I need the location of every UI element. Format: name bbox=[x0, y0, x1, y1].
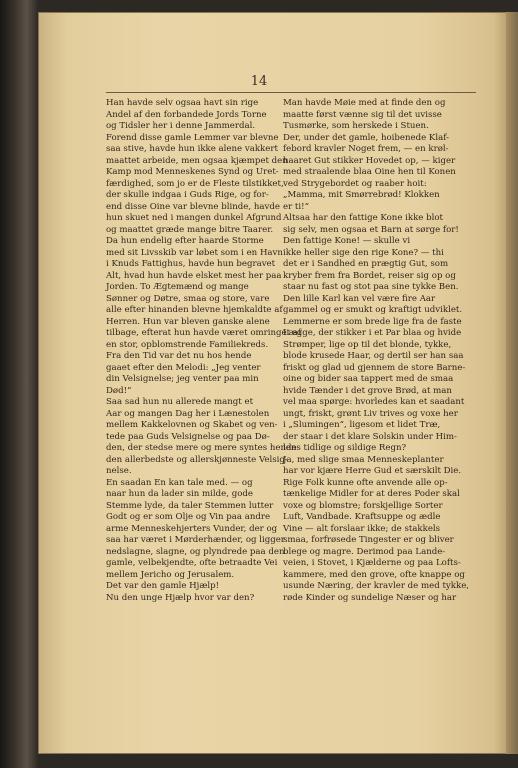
text-line: det er i Sandhed en prægtig Gut, som bbox=[283, 259, 449, 269]
text-line: har vor kjære Herre Gud et særskilt Die. bbox=[283, 466, 462, 476]
text-line: ved Strygebordet og raaber hoit: bbox=[283, 178, 427, 189]
text-line: Alt, hvad hun havde elsket mest her paa bbox=[106, 270, 282, 281]
text-line: Lemmerne er som brede lige fra de faste bbox=[283, 316, 462, 327]
text-line: kryber frem fra Bordet, reiser sig op og bbox=[283, 270, 456, 281]
text-line: Man havde Møie med at finde den og bbox=[283, 98, 446, 108]
text-line: tænkelige Midler for at deres Poder skal bbox=[283, 489, 460, 499]
text-line: Det var den gamle Hjælp! bbox=[106, 581, 220, 591]
text-line: saa har været i Mørderhænder, og ligger bbox=[106, 535, 285, 545]
book-spine bbox=[0, 0, 38, 768]
text-line: mellem Jericho og Jerusalem. bbox=[106, 569, 235, 580]
text-line: den allerbedste og allerskjønneste Velsig- bbox=[106, 454, 288, 465]
text-line: Ja, med slige smaa Menneskeplanter bbox=[283, 454, 444, 465]
text-line: Vine — alt forslaar ikke; de stakkels bbox=[283, 523, 441, 534]
text-line: Godt og er som Olje og Vin paa andre bbox=[106, 512, 271, 522]
text-line: røde Kinder og sundelige Næser og har bbox=[283, 592, 457, 603]
text-line: haaret Gut stikker Hovedet op, — kiger bbox=[283, 155, 456, 166]
text-line: kammere, med den grove, ofte knappe og bbox=[283, 569, 465, 580]
text-line: arme Menneskehjerters Vunder, der og bbox=[106, 523, 278, 534]
text-line: Kamp mod Menneskenes Synd og Uret- bbox=[106, 167, 279, 177]
text-line: og Tidsler her i denne Jammerdal. bbox=[106, 121, 256, 131]
text-line: Aar og mangen Dag her i Lænestolen bbox=[106, 408, 270, 419]
text-line: Andel af den forbandede Jords Torne bbox=[106, 109, 267, 120]
text-line: i Knuds Fattighus, havde hun begravet bbox=[106, 259, 276, 269]
text-line: Der, under det gamle, hoibenede Klaf- bbox=[283, 132, 449, 143]
text-line: Forend disse gamle Lemmer var blevne bbox=[106, 132, 279, 143]
text-line: Jorden. To Ægtemænd og mange bbox=[106, 282, 249, 292]
text-line: hun skuet ned i mangen dunkel Afgrund bbox=[106, 213, 282, 223]
text-line: voxe og blomstre; forskjellige Sorter bbox=[283, 500, 443, 511]
right-column bbox=[283, 98, 470, 604]
text-line: Nu den unge Hjælp hvor var den? bbox=[106, 592, 255, 603]
text-line: den, der stedse mere og mere syntes hende bbox=[106, 443, 297, 453]
text-line: nedslagne, slagne, og plyndrede paa den bbox=[106, 546, 285, 557]
text-line: Strømper, lige op til det blonde, tykke, bbox=[283, 339, 452, 350]
text-line: saa stive, havde hun ikke alene vakkert bbox=[106, 144, 278, 154]
text-line: færdighed, som jo er de Fleste tilstikket, bbox=[106, 178, 284, 189]
text-line: end disse Oine var blevne blinde, havde bbox=[106, 201, 280, 212]
text-line: der staar i det klare Solskin under Him- bbox=[283, 431, 457, 442]
text-line: ikke heller sige den rige Kone? — thi bbox=[283, 247, 444, 258]
text-line: Da hun endelig efter haarde Storme bbox=[106, 236, 264, 246]
text-line: smaa, forfrøsede Tingester er og bliver bbox=[283, 535, 454, 545]
text-line: tede paa Guds Velsignelse og paa Dø- bbox=[106, 431, 270, 442]
text-line: oine og bider saa tappert med de smaa bbox=[283, 374, 454, 384]
text-line: Fra den Tid var det nu hos hende bbox=[106, 351, 252, 361]
page-edge bbox=[506, 12, 518, 754]
text-line: maattet arbeide, men ogsaa kjæmpet den bbox=[106, 155, 288, 166]
text-line: og maattet græde mange bitre Taarer. bbox=[106, 224, 274, 235]
text-line: alle efter hinanden blevne hjemkaldte af bbox=[106, 305, 283, 315]
text-line: vel maa spørge: hvorledes kan et saadant bbox=[283, 397, 465, 407]
text-line: gammel og er smukt og kraftigt udviklet. bbox=[283, 305, 463, 315]
text-line: Den lille Karl kan vel være fire Aar bbox=[283, 293, 436, 304]
text-line: Stemme lyde, da taler Stemmen lutter bbox=[106, 500, 274, 511]
header-rule bbox=[106, 92, 476, 93]
text-line: lens tidlige og sildige Regn? bbox=[283, 443, 407, 453]
text-line: din Velsignelse; jeg venter paa min bbox=[106, 374, 259, 384]
text-line: med straalende blaa Oine hen til Konen bbox=[283, 167, 456, 177]
text-line: er ti!“ bbox=[283, 201, 309, 212]
text-line: blode krusede Haar, og dertil ser han saa bbox=[283, 351, 464, 361]
text-line: En saadan En kan tale med. — og bbox=[106, 477, 253, 488]
text-line: Sønner og Døtre, smaa og store, vare bbox=[106, 293, 270, 304]
text-line: gaaet efter den Melodi: „Jeg venter bbox=[106, 362, 261, 373]
text-line: maatte først vænne sig til det uvisse bbox=[283, 109, 442, 120]
text-line: Rige Folk kunne ofte anvende alle op- bbox=[283, 477, 448, 488]
text-line: naar hun da lader sin milde, gode bbox=[106, 489, 253, 499]
text-line: ungt, friskt, grønt Liv trives og voxe her bbox=[283, 408, 458, 419]
text-line: friskt og glad ud gjennem de store Barne- bbox=[283, 362, 466, 373]
text-line: Herren. Hun var bleven ganske alene bbox=[106, 316, 270, 327]
text-line: usunde Næring, der kravler de med tykke, bbox=[283, 581, 470, 591]
text-line: Saa sad hun nu allerede mangt et bbox=[106, 397, 254, 407]
text-line: Død!“ bbox=[106, 385, 132, 396]
text-line: veien, i Stovet, i Kjælderne og paa Lofts- bbox=[283, 558, 461, 568]
text-line: blege og magre. Derimod paa Lande- bbox=[283, 546, 446, 557]
text-line: tilbage, efterat hun havde været omringet af bbox=[106, 328, 302, 338]
text-line: febord kravler Noget frem, — en krøl- bbox=[283, 144, 449, 154]
text-line: staar nu fast og stot paa sine tykke Ben. bbox=[283, 282, 459, 292]
text-line: Altsaa har den fattige Kone ikke blot bbox=[283, 213, 443, 223]
text-line: i „Slumingen“, ligesom et lidet Træ, bbox=[283, 420, 441, 430]
text-line: sig selv, men ogsaa et Barn at sørge for! bbox=[283, 224, 459, 235]
text-line: nelse. bbox=[106, 466, 132, 476]
page-number: 14 bbox=[250, 74, 268, 89]
text-line: der skulle indgaa i Guds Rige, og for- bbox=[106, 190, 269, 200]
text-line: med sit Livsskib var løbet som i en Havn bbox=[106, 247, 283, 258]
text-line: mellem Kakkelovnen og Skabet og ven- bbox=[106, 420, 278, 430]
text-line: Lægge, der stikker i et Par blaa og hvide bbox=[283, 328, 462, 338]
text-line: en stor, opblomstrende Familiekreds. bbox=[106, 339, 269, 350]
text-line: Tusmørke, som herskede i Stuen. bbox=[283, 121, 429, 131]
text-line: hvide Tænder i det grove Brød, at man bbox=[283, 385, 452, 396]
text-line: Han havde selv ogsaa havt sin rige bbox=[106, 98, 259, 108]
text-line: Den fattige Kone! — skulle vi bbox=[283, 236, 411, 246]
text-line: Luft, Vandbade. Kraftsuppe og ædle bbox=[283, 512, 441, 522]
text-line: gamle, velbekjendte, ofte betraadte Vei bbox=[106, 558, 278, 568]
text-line: „Mamma, mit Smørrebrød! Klokken bbox=[283, 190, 440, 200]
